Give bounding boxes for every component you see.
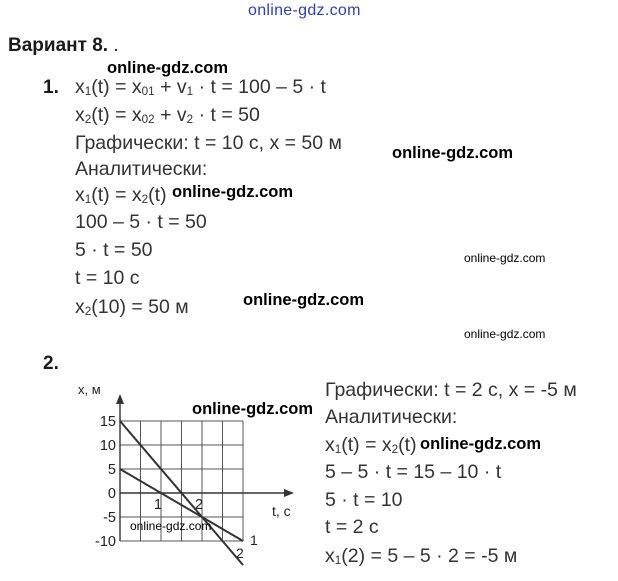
problem-2-eq-equal: $x_1(t) = x_2(t)$ xyxy=(325,434,417,456)
y-tick-label: 5 xyxy=(107,462,116,478)
header-watermark: online-gdz.com xyxy=(248,2,361,19)
x-tick-label: 2 xyxy=(194,497,204,513)
series-label-1: 1 xyxy=(250,532,258,548)
y-tick-label: -10 xyxy=(95,534,116,550)
problem-2-number: 2. xyxy=(43,353,59,374)
y-axis-label: x, м xyxy=(78,382,101,397)
watermark: online-gdz.com xyxy=(107,59,228,77)
variant-title-dot: . xyxy=(113,35,119,56)
watermark: online-gdz.com xyxy=(420,435,541,453)
watermark: online-gdz.com xyxy=(172,183,293,201)
x-axis-label: t, с xyxy=(272,503,291,519)
x-axis-arrow xyxy=(284,489,294,497)
watermark: online-gdz.com xyxy=(192,400,313,418)
series-label-2: 2 xyxy=(236,545,244,561)
problem-1-graphic: Графически: t = 10 с, x = 50 м xyxy=(75,132,342,154)
problem-1-eq-step1: 100 – 5 · t = 50 xyxy=(75,211,207,233)
problem-1-number: 1. xyxy=(43,77,59,98)
x-tick-label: 1 xyxy=(153,497,163,513)
problem-2-eq-result: $x_1(2) = 5 - 5 \cdot 2 = -5$ м xyxy=(325,545,518,567)
problem-2-eq-step1: 5 – 5 · t = 15 – 10 · t xyxy=(325,461,502,483)
y-tick-label: -5 xyxy=(103,510,116,526)
problem-2-graphic: Графически: t = 2 с, x = -5 м xyxy=(325,379,577,401)
watermark: online-gdz.com xyxy=(464,327,546,341)
variant-title-text: Вариант 8. xyxy=(8,35,109,56)
watermark: online-gdz.com xyxy=(130,519,212,533)
variant-title xyxy=(8,35,119,57)
problem-1-eq-result: $x_2(10) = 50$ м xyxy=(75,296,189,318)
y-tick-label: 15 xyxy=(99,414,116,430)
problem-1-eq-x2: $x_2(t) = x_{02} + v_2 \cdot t = 50$ xyxy=(75,104,260,126)
y-tick-label: 10 xyxy=(99,438,116,454)
problem-1-analytic-heading: Аналитически: xyxy=(75,158,208,180)
watermark: online-gdz.com xyxy=(392,144,513,162)
problem-2-eq-step3: t = 2 с xyxy=(325,516,379,538)
problem-2-eq-step2: 5 · t = 10 xyxy=(325,489,403,511)
problem-1-eq-equal: $x_1(t) = x_2(t)$ xyxy=(75,184,167,206)
problem-1-eq-step2: 5 · t = 50 xyxy=(75,239,153,261)
watermark: online-gdz.com xyxy=(464,251,546,265)
problem-1-eq-x1: $x_1(t) = x_{01} + v_1 \cdot t = 100 - 5 \cdot t$ xyxy=(75,76,326,98)
y-tick-label: 0 xyxy=(107,486,116,502)
watermark: online-gdz.com xyxy=(243,291,364,309)
y-axis-arrow xyxy=(116,394,124,404)
problem-2-analytic-heading: Аналитически: xyxy=(325,406,458,428)
problem-1-eq-step3: t = 10 с xyxy=(75,267,140,289)
